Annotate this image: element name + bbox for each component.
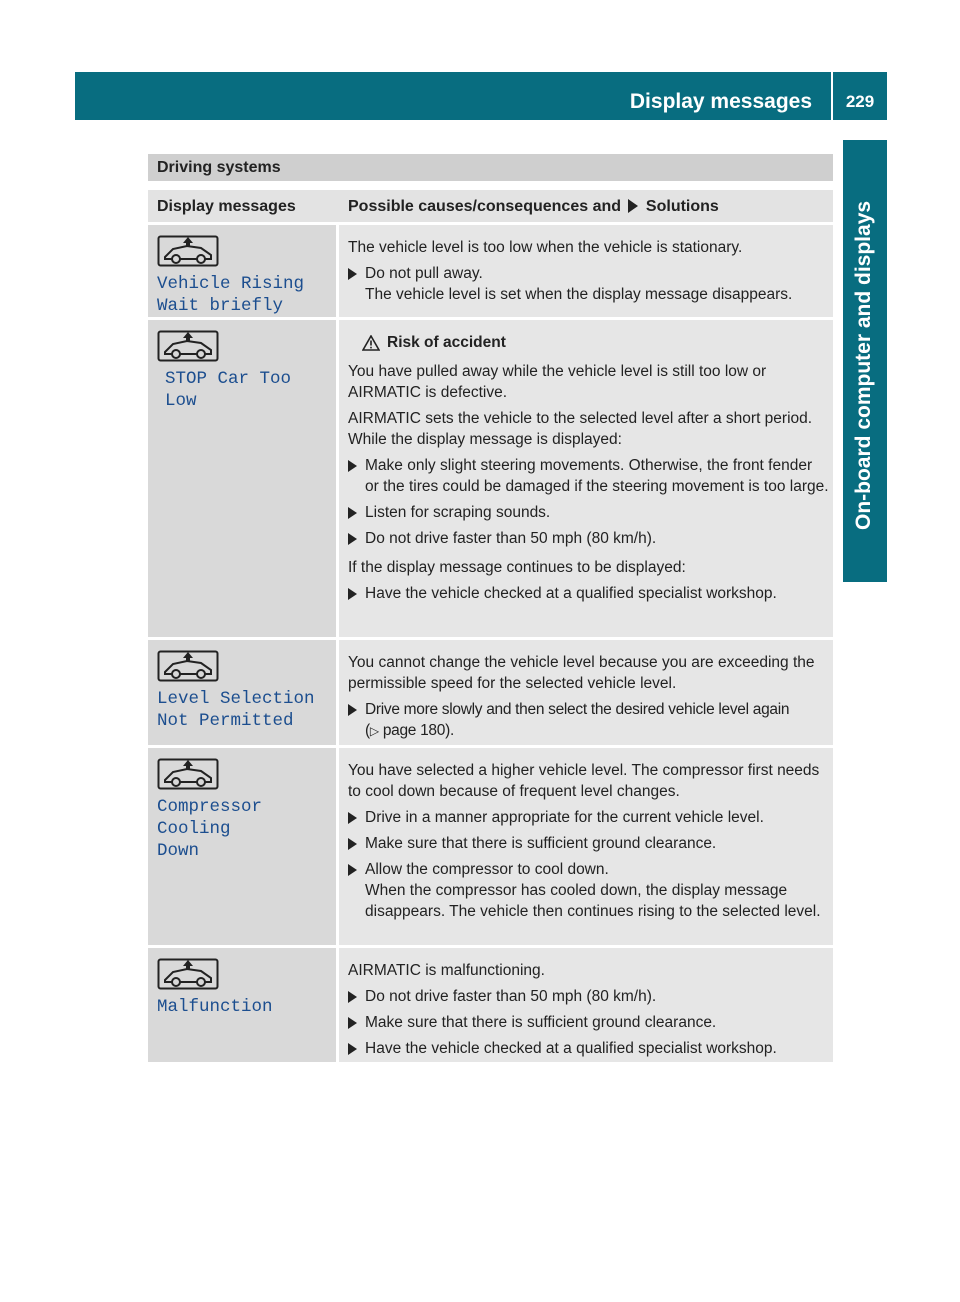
warning-heading: Risk of accident: [362, 332, 829, 353]
driving-systems-table: [148, 154, 833, 1065]
table-row: [148, 640, 833, 745]
page-number: 229: [845, 92, 875, 111]
bullet-arrow-icon: [348, 991, 357, 1003]
display-message: Compressor Cooling Down: [157, 797, 263, 861]
table-row: [148, 225, 833, 317]
list-item: Drive in a manner appropriate for the current vehicle level.: [348, 807, 829, 828]
list-item: Drive more slowly and then select the desired vehicle level again (▷ page 180).: [348, 699, 829, 742]
vehicle-level-icon: [157, 650, 219, 682]
header-bar: [75, 72, 887, 120]
row-intro: You have selected a higher vehicle level. The compressor first needs to cool down because of frequent level changes.: [348, 762, 820, 800]
table-header: [148, 190, 833, 222]
bullet-arrow-icon: [348, 1043, 357, 1055]
list-item: Make sure that there is sufficient ground clearance.: [348, 1012, 829, 1033]
vehicle-level-icon: [157, 330, 219, 362]
list-item: Do not pull away. The vehicle level is set when the display message disappears.: [348, 263, 829, 305]
vehicle-level-icon: [157, 958, 219, 990]
list-item: Have the vehicle checked at a qualified specialist workshop.: [348, 583, 829, 604]
row-paragraph: If the display message continues to be displayed:: [348, 559, 686, 576]
bullet-arrow-icon: [348, 507, 357, 519]
list-item: Do not drive faster than 50 mph (80 km/h).: [348, 528, 829, 549]
list-item: Listen for scraping sounds.: [348, 502, 829, 523]
solution-arrow-icon: [628, 199, 638, 213]
bullet-arrow-icon: [348, 588, 357, 600]
side-tab-label: On-board computer and displays: [852, 200, 875, 530]
page-ref-arrow-icon: ▷: [369, 724, 379, 738]
vehicle-level-icon: [157, 235, 219, 267]
bullet-arrow-icon: [348, 460, 357, 472]
display-message: STOP Car Too Low: [165, 369, 292, 411]
list-item: Make only slight steering movements. Otherwise, the front fender or the tires could be damaged if the steering movement is too large.: [348, 455, 829, 497]
row-paragraph: You have pulled away while the vehicle level is still too low or AIRMATIC is defective.: [348, 363, 767, 401]
column-header-display: Display messages: [148, 190, 336, 222]
bullet-arrow-icon: [348, 812, 357, 824]
table-row: [148, 320, 833, 637]
table-row: [148, 948, 833, 1062]
list-item: Make sure that there is sufficient ground clearance.: [348, 833, 829, 854]
bullet-arrow-icon: [348, 838, 357, 850]
bullet-arrow-icon: [348, 864, 357, 876]
page-section-title: Display messages: [629, 90, 812, 113]
vehicle-level-icon: [157, 758, 219, 790]
display-message: Level Selection Not Permitted: [157, 689, 315, 731]
list-item: Have the vehicle checked at a qualified specialist workshop.: [348, 1038, 829, 1059]
bullet-arrow-icon: [348, 704, 357, 716]
display-message: Malfunction: [157, 997, 273, 1017]
row-intro: AIRMATIC is malfunctioning.: [348, 962, 545, 979]
column-header-causes: Possible causes/consequences and Solutions: [339, 190, 833, 222]
row-paragraph: AIRMATIC sets the vehicle to the selected level after a short period. While the display message is displayed:: [348, 410, 813, 448]
display-message: Vehicle Rising Wait briefly: [157, 274, 305, 316]
row-intro: You cannot change the vehicle level because you are exceeding the permissible speed for the selected vehicle level.: [348, 654, 815, 692]
table-section-title: Driving systems: [148, 154, 833, 181]
list-item: Do not drive faster than 50 mph (80 km/h).: [348, 986, 829, 1007]
bullet-arrow-icon: [348, 1017, 357, 1029]
table-row: [148, 748, 833, 945]
warning-triangle-icon: [362, 335, 380, 351]
list-item: Allow the compressor to cool down. When the compressor has cooled down, the display message disappears. The vehicle then continues rising to the selected level.: [348, 859, 829, 922]
bullet-arrow-icon: [348, 533, 357, 545]
page-reference[interactable]: page 180).: [382, 722, 454, 739]
row-intro: The vehicle level is too low when the vehicle is stationary.: [348, 239, 743, 256]
bullet-arrow-icon: [348, 268, 357, 280]
